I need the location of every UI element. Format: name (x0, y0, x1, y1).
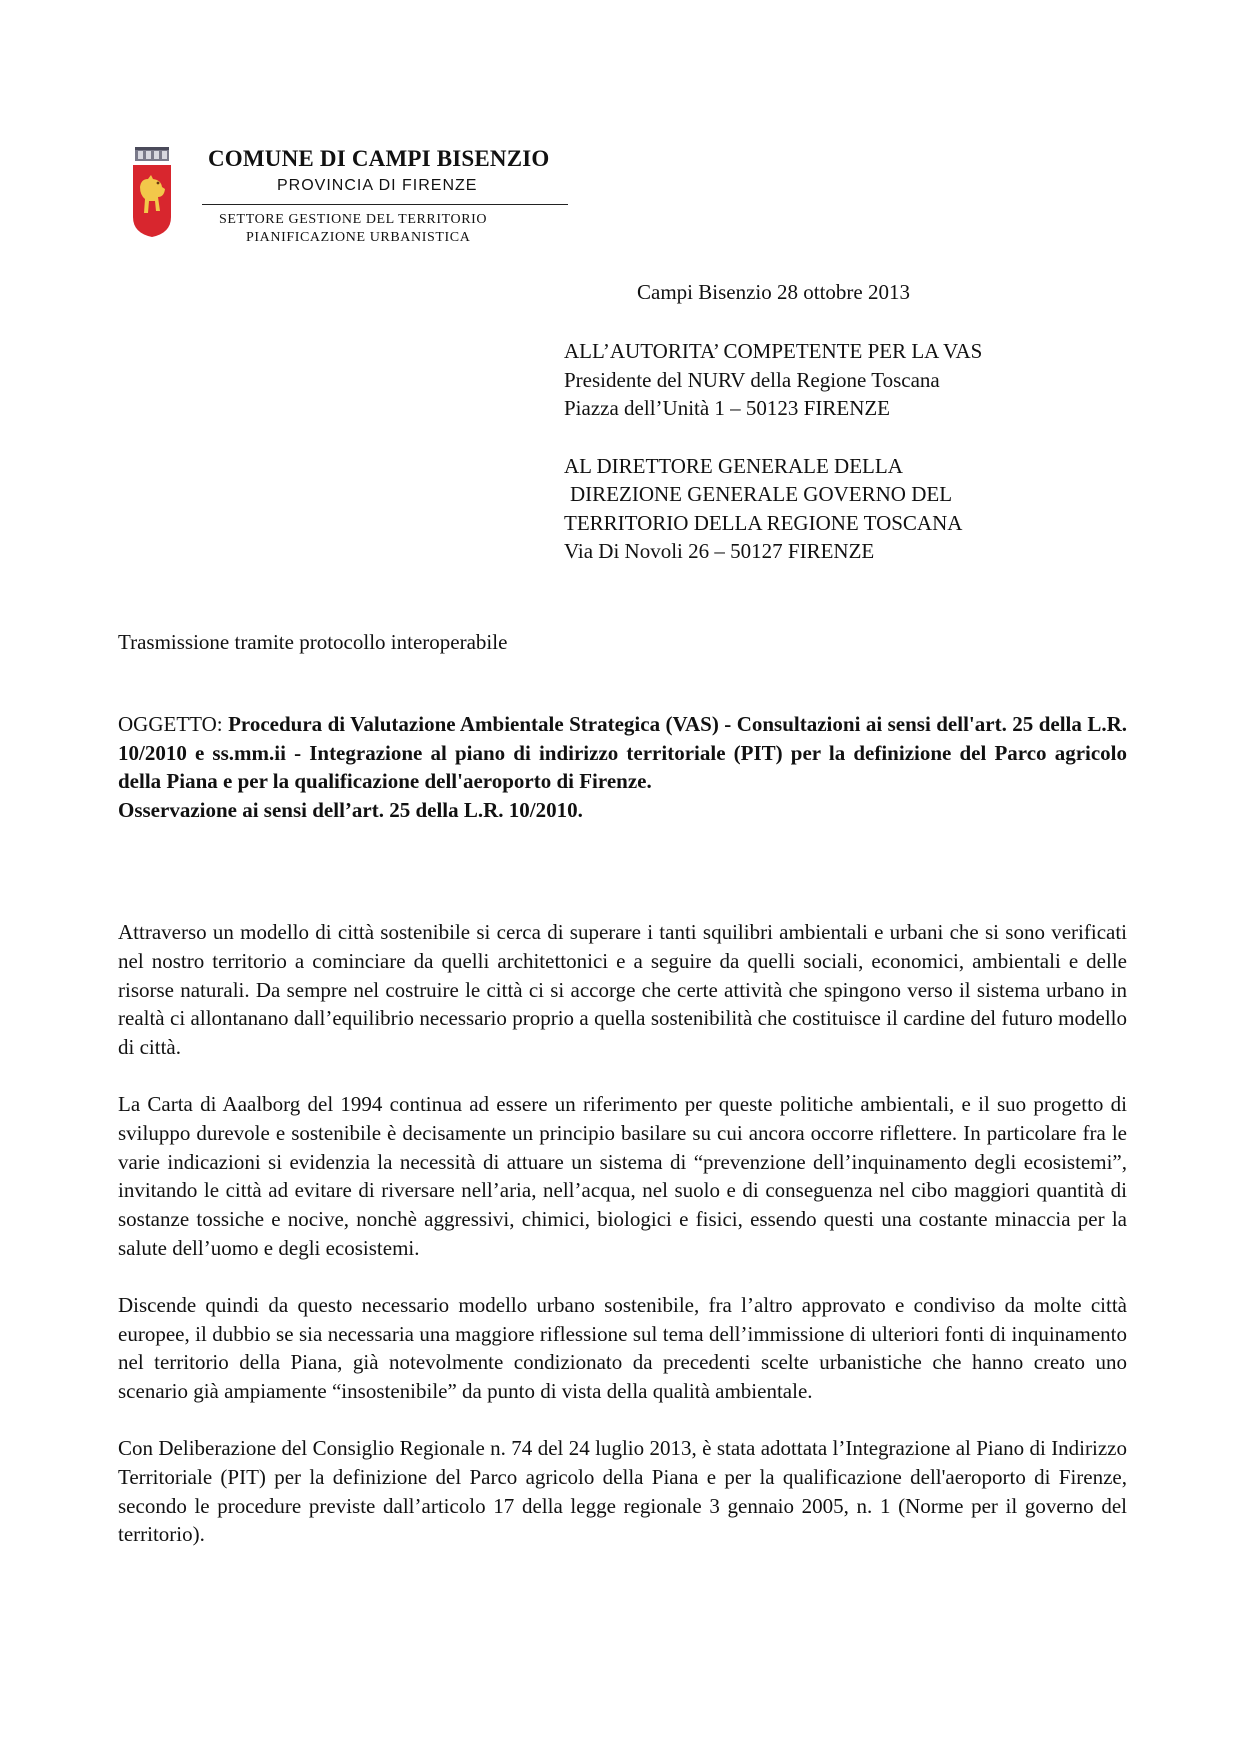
recipient-address (564, 337, 1124, 423)
organization-name: COMUNE DI CAMPI BISENZIO (208, 146, 550, 171)
subject-text: Procedura di Valutazione Ambientale Strategica (VAS) - Consultazioni ai sensi dell'art. 25 della L.R. 10/2010 e ss.mm.ii - Integrazione al piano di indirizzo territoriale (PIT) per la definizione del Parco agricolo della Piana e per la qualificazione dell'aeroporto di Firenze. (118, 712, 1127, 794)
body-paragraph: Con Deliberazione del Consiglio Regionale n. 74 del 24 luglio 2013, è stata adottata l’Integrazione al Piano di Indirizzo Territoriale (PIT) per la definizione del Parco agricolo della Piana e per la qualificazione dell'aeroporto di Firenze, secondo le procedure previste dall’articolo 17 della legge regionale 3 gennaio 2005, n. 1 (Norme per il governo del territorio). (118, 1435, 1127, 1547)
recipient-line: TERRITORIO DELLA REGIONE TOSCANA (564, 510, 963, 535)
organization-office: PIANIFICAZIONE URBANISTICA (246, 230, 471, 245)
organization-department: SETTORE GESTIONE DEL TERRITORIO (219, 212, 488, 227)
recipient-line: ALL’AUTORITA’ COMPETENTE PER LA VAS (564, 339, 983, 363)
recipient-line: Via Di Novoli 26 – 50127 FIRENZE (564, 539, 875, 563)
recipients-block (564, 337, 1124, 595)
transmission-note: Trasmissione tramite protocollo interoperabile (118, 630, 508, 654)
body-paragraph: Attraverso un modello di città sostenibile si cerca di superare i tanti squilibri ambientali e urbani che si sono verificati nel nostro territorio a cominciare da quelli architettonici e a seguire da quelli sociali, economici, ambientali e delle risorse naturali. Da sempre nel costruire le città ci si accorge che certe attività che spingono verso il sistema urbano in realtà ci allontanano dall’equilibrio necessario proprio a quella sostenibilità che costituisce il cardine del futuro modello di città. (118, 920, 1127, 1060)
subject-block (118, 710, 1127, 824)
letter-date: Campi Bisenzio 28 ottobre 2013 (637, 280, 910, 304)
organization-province: PROVINCIA DI FIRENZE (277, 177, 478, 194)
recipient-line: Piazza dell’Unità 1 – 50123 FIRENZE (564, 396, 891, 420)
subject-label: OGGETTO: (118, 712, 223, 736)
body-paragraph: Discende quindi da questo necessario modello urbano sostenibile, fra l’altro approvato e condiviso da molte città europee, il dubbio se sia necessaria una maggiore riflessione sul tema dell’immissione di ulteriori fonti di inquinamento nel territorio della Piana, già notevolmente condizionato da precedenti scelte urbanistiche che hanno creato uno scenario già ampiamente “insostenibile” da punto di vista della qualità ambientale. (118, 1292, 1127, 1404)
recipient-line: DIREZIONE GENERALE GOVERNO DEL (570, 482, 953, 506)
subject-observation: Osservazione ai sensi dell’art. 25 della L.R. 10/2010. (118, 797, 583, 822)
body-paragraph: La Carta di Aaalborg del 1994 continua ad essere un riferimento per queste politiche ambientali, e il suo progetto di sviluppo durevole e sostenibile è decisamente un principio basilare su cui ancora occorre riflettere. In particolare fra le varie indicazioni si evidenzia la necessità di attuare un sistema di “prevenzione dell’inquinamento degli ecosistemi”, invitando le città ad evitare di riversare nell’aria, nell’acqua, nel suolo e di conseguenza nel cibo maggiori quantità di sostanze tossiche e nocive, nonchè aggressivi, chimici, biologici e fisici, essendo questi una costante minaccia per la salute dell’uomo e degli ecosistemi. (118, 1091, 1127, 1260)
coat-of-arms-icon (131, 145, 173, 239)
recipient-line: AL DIRETTORE GENERALE DELLA (564, 453, 903, 478)
recipient-line: Presidente del NURV della Regione Toscana (564, 367, 940, 392)
letter-body (118, 918, 1127, 1577)
letterhead-divider (202, 204, 568, 205)
recipient-address (564, 452, 1124, 566)
